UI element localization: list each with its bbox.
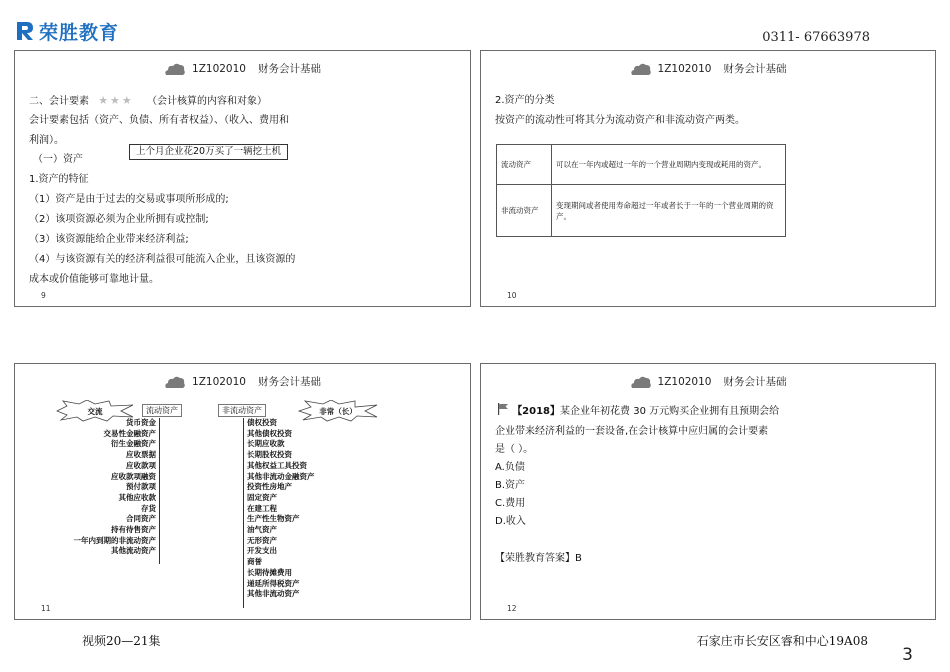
cloud-icon — [630, 375, 652, 389]
slide-11 — [14, 363, 471, 620]
feature-item: （2）该项资源必须为企业所拥有或控制; — [29, 214, 209, 225]
header-title: 财务会计基础 — [723, 376, 787, 388]
header-code: 1Z102010 — [657, 62, 712, 75]
list-item: 货币资金 — [126, 418, 156, 427]
list-item: 持有待售资产 — [111, 525, 156, 535]
header-title: 财务会计基础 — [257, 63, 321, 75]
list-item: 其他非流动资产 — [247, 589, 300, 599]
table-cell-desc: 可以在一年内或超过一年的一个营业周期内变现或耗用的资产。 — [552, 145, 786, 185]
header-code: 1Z102010 — [192, 62, 246, 75]
list-item: 在建工程 — [247, 503, 277, 513]
list-item: 开发支出 — [247, 546, 277, 556]
slide-header — [15, 61, 470, 76]
classification-table — [496, 144, 786, 237]
list-item: 其他非流动金融资产 — [247, 471, 315, 481]
question-line — [497, 402, 779, 422]
list-item: 生产性生物资产 — [247, 514, 300, 524]
slide-number: 10 — [507, 291, 517, 300]
feature-item: （1）资产是由于过去的交易或事项所形成的; — [29, 194, 229, 205]
question-line: 是（ ）。 — [495, 444, 534, 455]
list-item: 递延所得税资产 — [247, 578, 300, 588]
table-cell-name: 非流动资产 — [497, 185, 552, 237]
current-assets-label: 流动资产 — [142, 404, 182, 417]
question-year: 【2018】 — [512, 406, 561, 417]
slide-12 — [480, 363, 936, 620]
table-cell-desc: 变现期间或者使用寿命超过一年或者长于一年的一个营业周期的资产。 — [552, 185, 786, 237]
logo-icon — [14, 20, 36, 42]
list-item: 应收款项融资 — [111, 471, 156, 481]
header-title: 财务会计基础 — [723, 63, 787, 75]
list-item: 一年内到期的非流动资产 — [73, 535, 156, 545]
current-assets-bracket — [45, 418, 160, 564]
slide-10 — [480, 50, 936, 307]
slide-header — [15, 374, 470, 389]
list-item: 油气资产 — [247, 525, 277, 535]
burst-left-label: 交流 — [87, 407, 103, 416]
noncurrent-assets-list — [247, 418, 315, 600]
brand-logo — [14, 18, 119, 44]
option-c: C.费用 — [495, 498, 526, 509]
feature-item: （4）与该资源有关的经济利益很可能流入企业，且该资源的 — [29, 254, 296, 265]
burst-right-label: 非常（长） — [319, 407, 357, 416]
table-cell-name: 流动资产 — [497, 145, 552, 185]
subheading: 1.资产的特征 — [29, 174, 89, 185]
list-item: 商誉 — [247, 557, 262, 567]
list-item: 存货 — [141, 503, 156, 513]
slide-number: 11 — [41, 604, 51, 613]
question-line: 企业带来经济利益的一套设备,在会计核算中应归属的会计要素 — [495, 426, 769, 437]
list-item: 债权投资 — [247, 418, 277, 427]
list-item: 无形资产 — [247, 535, 277, 545]
option-b: B.资产 — [495, 480, 526, 491]
cloud-icon — [164, 62, 186, 76]
heading-note: （会计核算的内容和对象） — [146, 96, 267, 107]
list-item: 固定资产 — [247, 492, 277, 502]
footer-address: 石家庄市长安区睿和中心19A08 — [696, 634, 868, 648]
slide-header — [481, 61, 935, 76]
list-item: 投资性房地产 — [247, 482, 292, 492]
noncurrent-assets-bracket — [243, 418, 354, 608]
heading-text: 二、会计要素 — [29, 96, 89, 107]
slide-number: 12 — [507, 604, 517, 613]
list-item: 长期待摊费用 — [247, 567, 292, 577]
paragraph-line: 会计要素包括（资产、负债、所有者权益）、（收入、费用和 — [29, 115, 289, 126]
callout-box: 上个月企业花20万买了一辆挖土机 — [129, 144, 288, 160]
noncurrent-assets-label: 非流动资产 — [218, 404, 266, 417]
feature-item: （3）该资源能给企业带来经济利益; — [29, 234, 189, 245]
list-item: 其他债权投资 — [247, 428, 292, 438]
header-title: 财务会计基础 — [257, 376, 321, 388]
current-assets-list — [74, 418, 157, 557]
option-d: D.收入 — [495, 516, 526, 527]
list-item: 衍生金融资产 — [111, 439, 156, 449]
flag-icon — [497, 403, 509, 415]
paragraph-line: 利润）。 — [29, 135, 64, 146]
slide-header — [481, 374, 935, 389]
question-text: 某企业年初花费 30 万元购买企业拥有且预期会给 — [560, 406, 780, 417]
answer-text: 【荣胜教育答案】B — [495, 553, 582, 564]
footer-video-label: 视频20—21集 — [82, 634, 161, 648]
slide-number: 9 — [41, 291, 46, 300]
list-item: 其他应收款 — [118, 492, 156, 502]
table-row — [497, 185, 786, 237]
list-item: 其他流动资产 — [111, 546, 156, 556]
option-a: A.负债 — [495, 462, 525, 473]
list-item: 交易性金融资产 — [103, 428, 156, 438]
list-item: 预付款项 — [126, 482, 156, 492]
intro-text: 按资产的流动性可将其分为流动资产和非流动资产两类。 — [495, 115, 745, 126]
list-item: 长期股权投资 — [247, 450, 292, 460]
section-heading: 2.资产的分类 — [495, 95, 555, 106]
phone-number: 0311- 67663978 — [762, 30, 870, 45]
list-item: 其他权益工具投资 — [247, 460, 307, 470]
subheading: （一）资产 — [33, 154, 83, 165]
list-item: 应收票据 — [126, 450, 156, 460]
feature-item: 成本或价值能够可靠地计量。 — [29, 274, 159, 285]
brand-name: 荣胜教育 — [39, 21, 120, 44]
page-number: 3 — [902, 645, 913, 665]
star-rating-icon: ★★★ — [98, 94, 134, 107]
section-heading — [29, 91, 267, 112]
list-item: 长期应收款 — [247, 439, 285, 449]
slide-9 — [14, 50, 471, 307]
list-item: 合同资产 — [126, 514, 156, 524]
list-item: 应收款项 — [126, 460, 156, 470]
cloud-icon — [164, 375, 186, 389]
header-code: 1Z102010 — [657, 375, 712, 388]
cloud-icon — [630, 62, 652, 76]
header-code: 1Z102010 — [192, 375, 246, 388]
table-row — [497, 145, 786, 185]
